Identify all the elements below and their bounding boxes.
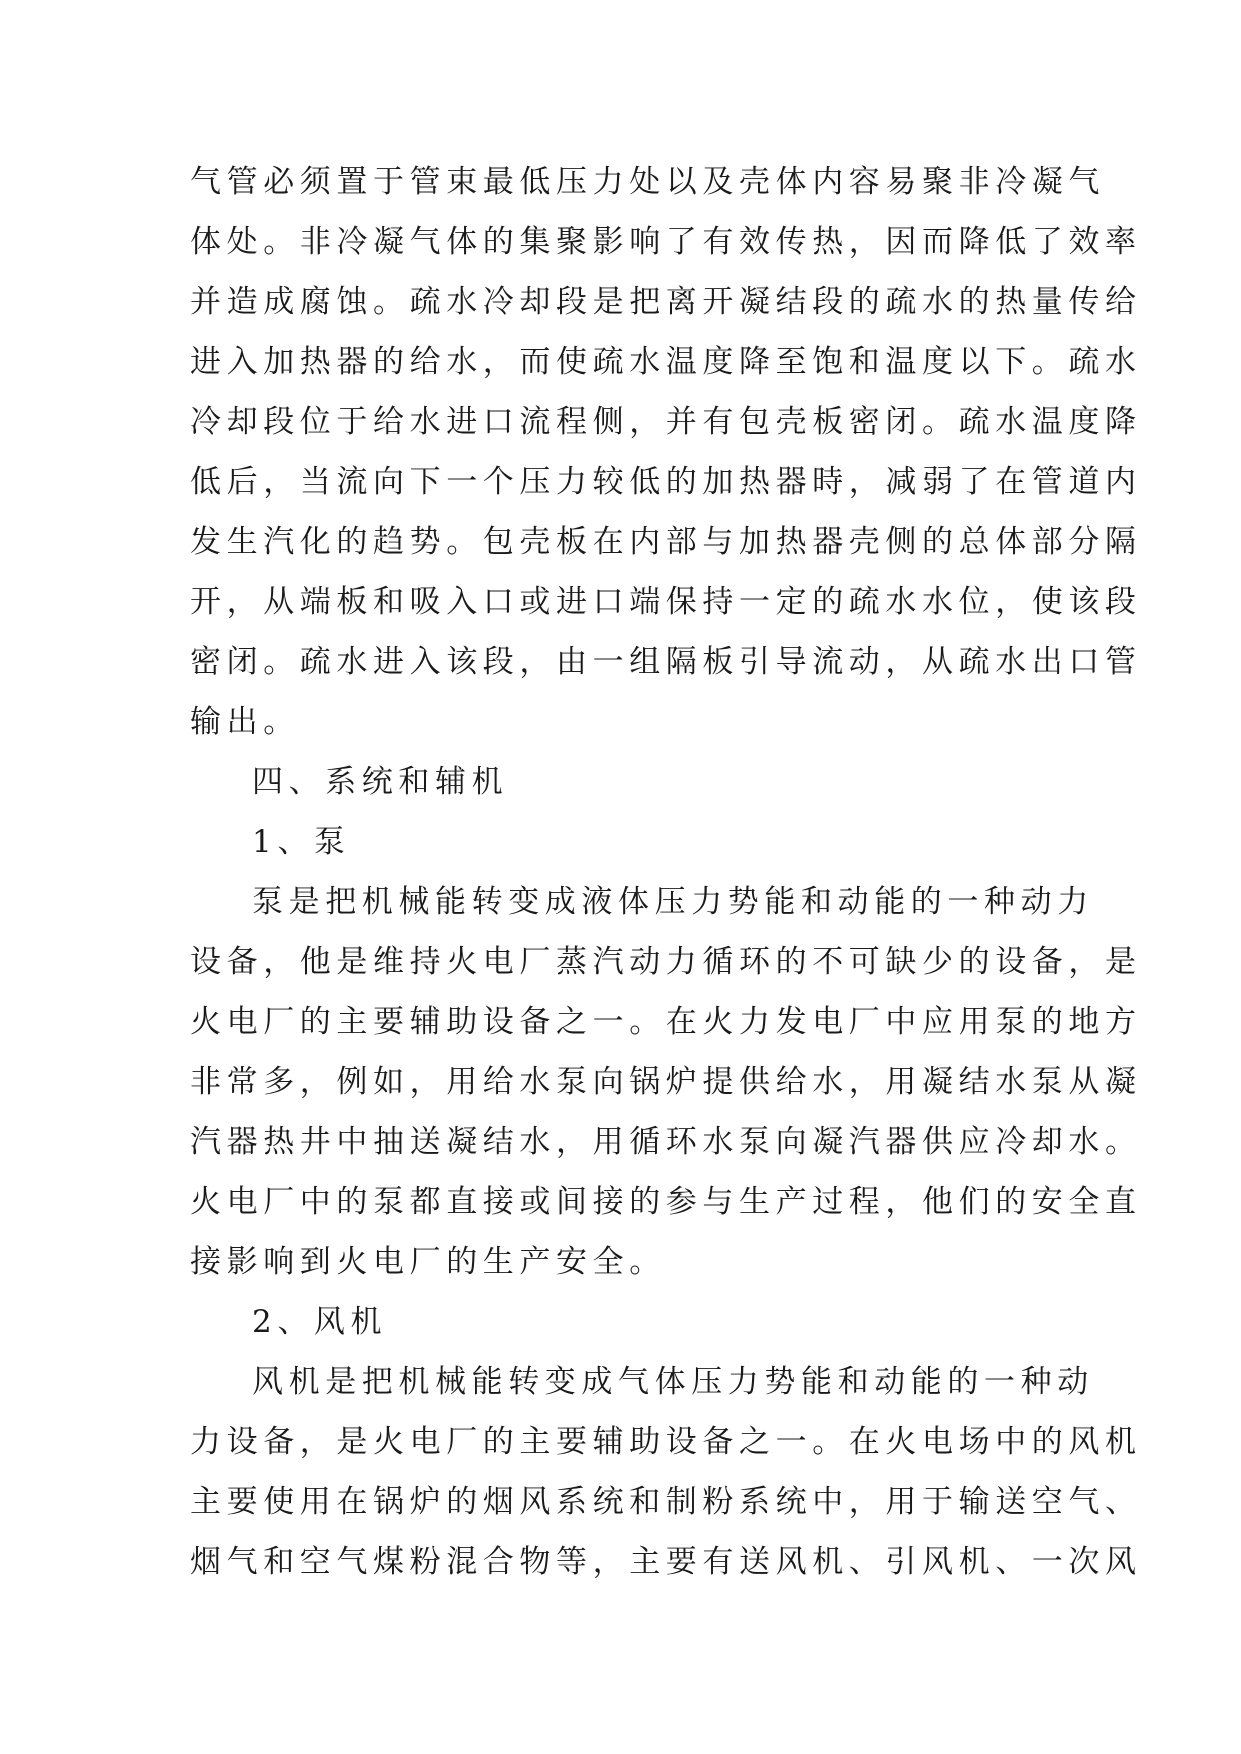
text-line-14: 设备，他是维持火电厂蒸汽动力循环的不可缺少的设备，是 [190, 944, 1142, 980]
subheading-pump: 1、泵 [252, 824, 351, 860]
text-line-5: 冷却段位于给水进口流程侧，并有包壳板密闭。疏水温度降 [190, 404, 1142, 440]
text-line-18: 火电厂中的泵都直接或间接的参与生产过程，他们的安全直 [190, 1184, 1142, 1220]
text-line-3: 并造成腐蚀。疏水冷却段是把离开凝结段的疏水的热量传给 [190, 284, 1142, 320]
text-line-24: 烟气和空气煤粉混合物等，主要有送风机、引风机、一次风 [190, 1544, 1142, 1580]
text-line-1: 气管必须置于管束最低压力处以及壳体内容易聚非冷凝气 [190, 164, 1105, 200]
text-line-10: 输出。 [190, 704, 300, 740]
text-line-16: 非常多，例如，用给水泵向锅炉提供给水，用凝结水泵从凝 [190, 1064, 1142, 1100]
body-text [190, 152, 1142, 1592]
text-line-23: 主要使用在锅炉的烟风系统和制粉系统中，用于输送空气、 [190, 1484, 1142, 1520]
text-line-13: 泵是把机械能转变成液体压力势能和动能的一种动力 [252, 884, 1094, 920]
text-line-22: 力设备，是火电厂的主要辅助设备之一。在火电场中的风机 [190, 1424, 1142, 1460]
text-line-7: 发生汽化的趋势。包壳板在内部与加热器壳侧的总体部分隔 [190, 524, 1142, 560]
text-line-8: 开，从端板和吸入口或进口端保持一定的疏水水位，使该段 [190, 584, 1142, 620]
text-line-21: 风机是把机械能转变成气体压力势能和动能的一种动 [252, 1364, 1094, 1400]
text-line-15: 火电厂的主要辅助设备之一。在火力发电厂中应用泵的地方 [190, 1004, 1142, 1040]
text-line-19: 接影响到火电厂的生产安全。 [190, 1244, 666, 1280]
text-line-9: 密闭。疏水进入该段，由一组隔板引导流动，从疏水出口管 [190, 644, 1142, 680]
text-line-6: 低后，当流向下一个压力较低的加热器時，减弱了在管道内 [190, 464, 1142, 500]
subheading-fan: 2、风机 [252, 1304, 388, 1340]
text-line-4: 进入加热器的给水，而使疏水温度降至饱和温度以下。疏水 [190, 344, 1142, 380]
text-line-17: 汽器热井中抽送凝结水，用循环水泵向凝汽器供应冷却水。 [190, 1124, 1142, 1160]
section-heading-systems: 四、系统和辅机 [252, 764, 509, 800]
text-line-2: 体处。非冷凝气体的集聚影响了有效传热，因而降低了效率 [190, 224, 1142, 260]
